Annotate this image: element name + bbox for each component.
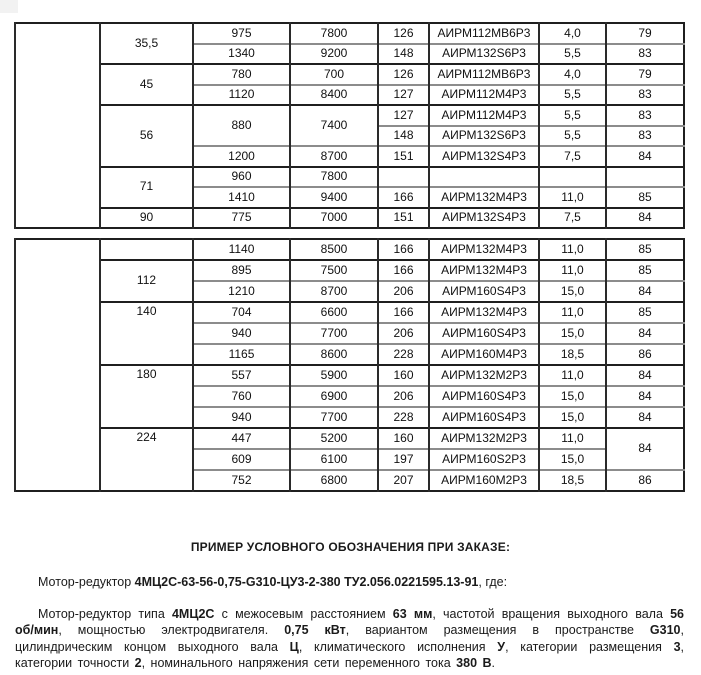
table-cell: 1200 xyxy=(193,146,290,167)
table-cell: 15,0 xyxy=(539,281,606,302)
order-example-heading: ПРИМЕР УСЛОВНОГО ОБОЗНАЧЕНИЯ ПРИ ЗАКАЗЕ: xyxy=(190,540,511,554)
table-cell: 8700 xyxy=(290,146,378,167)
bold-text-segment: 56 об/мин xyxy=(15,607,684,638)
table-cell: 127 xyxy=(378,85,429,106)
text-segment: Мотор-редуктор xyxy=(38,575,135,589)
table-cell: 15,0 xyxy=(539,407,606,428)
text-segment: . xyxy=(491,656,496,671)
text-segment: , климатического исполнения xyxy=(298,639,498,654)
table-cell: 45 xyxy=(100,64,193,105)
table-cell: АИРМ160S4Р3 xyxy=(429,323,539,344)
text-segment: , мощностью электродвигателя. xyxy=(58,623,285,638)
table-cell: 84 xyxy=(606,323,684,344)
table-cell: 206 xyxy=(378,386,429,407)
table-cell: 11,0 xyxy=(539,260,606,281)
table-cell: 760 xyxy=(193,386,290,407)
scan-edge-artifact xyxy=(0,0,18,13)
table-cell: 960 xyxy=(193,167,290,188)
table-cell: 18,5 xyxy=(539,470,606,491)
table-cell: 895 xyxy=(193,260,290,281)
bold-text-segment: 4МЦ2С xyxy=(171,607,215,621)
table-cell: 85 xyxy=(606,302,684,323)
table-cell xyxy=(539,167,606,188)
table-cell: 112 xyxy=(100,260,193,302)
table-cell: 56 xyxy=(100,105,193,167)
table-cell: АИРМ112М4Р3 xyxy=(429,85,539,106)
table-cell: 8700 xyxy=(290,281,378,302)
table-cell: 84 xyxy=(606,146,684,167)
text-segment: , категории точности xyxy=(15,639,685,671)
table-cell: 7,5 xyxy=(539,146,606,167)
table-row xyxy=(15,302,684,323)
table-row xyxy=(15,105,684,126)
table-cell: 86 xyxy=(606,470,684,491)
table-cell: 704 xyxy=(193,302,290,323)
table-cell: 6100 xyxy=(290,449,378,470)
table-cell: 7500 xyxy=(290,260,378,281)
table-cell: 7,5 xyxy=(539,208,606,229)
table-cell: АИРМ160S4Р3 xyxy=(429,407,539,428)
table-cell: 83 xyxy=(606,85,684,106)
table-cell: 84 xyxy=(606,386,684,407)
table-cell: 7700 xyxy=(290,323,378,344)
bold-text-segment: 2 xyxy=(134,656,142,671)
table-cell: 166 xyxy=(378,260,429,281)
bold-text-segment: 380 В xyxy=(456,656,492,671)
table-cell: АИРМ160S4Р3 xyxy=(429,281,539,302)
table-cell: АИРМ132М2Р3 xyxy=(429,428,539,449)
table-cell: 228 xyxy=(378,407,429,428)
text-segment: Мотор-редуктор типа xyxy=(38,607,172,621)
bold-text-segment: У xyxy=(497,639,506,654)
table-cell: 224 xyxy=(100,428,193,491)
text-segment: с межосевым расстоянием xyxy=(214,607,393,621)
table-row xyxy=(15,428,684,449)
table-cell: 84 xyxy=(606,428,684,470)
table-cell: 8600 xyxy=(290,344,378,365)
order-designation-line xyxy=(15,574,683,590)
table-cell: 4,0 xyxy=(539,64,606,85)
table-cell: 8500 xyxy=(290,239,378,260)
table-cell: 140 xyxy=(100,302,193,365)
table-cell: 35,5 xyxy=(100,23,193,64)
table-cell xyxy=(378,167,429,188)
bold-text-segment: G310 xyxy=(649,623,681,638)
table-cell: 880 xyxy=(193,105,290,146)
table-cell: 7800 xyxy=(290,167,378,188)
table-cell: 197 xyxy=(378,449,429,470)
table-cell: АИРМ132S4Р3 xyxy=(429,146,539,167)
table-cell: 7400 xyxy=(290,105,378,146)
table-cell: 79 xyxy=(606,23,684,44)
table-cell: 1410 xyxy=(193,187,290,208)
table-row xyxy=(15,208,684,229)
designation-description-paragraph xyxy=(15,606,684,672)
text-segment: , частотой вращения выходного вала xyxy=(432,607,671,621)
table-row xyxy=(15,167,684,188)
table-cell: АИРМ160М4Р3 xyxy=(429,344,539,365)
table-cell: АИРМ132S6Р3 xyxy=(429,126,539,147)
table-cell: 148 xyxy=(378,126,429,147)
table-cell: 84 xyxy=(606,208,684,229)
table-cell xyxy=(606,167,684,188)
bold-text-segment: 0,75 кВт xyxy=(284,623,346,638)
table-cell: 90 xyxy=(100,208,193,229)
table-cell: АИРМ112М4Р3 xyxy=(429,105,539,126)
text-segment: , цилиндрическим концом выходного вала xyxy=(15,623,684,654)
table-cell: 940 xyxy=(193,407,290,428)
table-cell xyxy=(100,239,193,260)
table-cell: 9200 xyxy=(290,44,378,65)
table-cell: 79 xyxy=(606,64,684,85)
table-cell: 1120 xyxy=(193,85,290,106)
table-cell: 85 xyxy=(606,239,684,260)
table-cell: 780 xyxy=(193,64,290,85)
table-cell: 9400 xyxy=(290,187,378,208)
table-cell: 557 xyxy=(193,365,290,386)
table-cell: 207 xyxy=(378,470,429,491)
table-cell: 5,5 xyxy=(539,105,606,126)
table-cell: 1140 xyxy=(193,239,290,260)
table-cell: 83 xyxy=(606,105,684,126)
table-cell: 228 xyxy=(378,344,429,365)
table-cell: 6800 xyxy=(290,470,378,491)
table-cell: АИРМ160S2Р3 xyxy=(429,449,539,470)
table-cell: АИРМ132М2Р3 xyxy=(429,365,539,386)
bold-text-segment: 4МЦ2С-63-56-0,75-G310-ЦУ3-2-380 ТУ2.056.0221595.13-91 xyxy=(134,575,479,589)
table-cell: 11,0 xyxy=(539,302,606,323)
table-cell: 127 xyxy=(378,105,429,126)
table-cell: АИРМ160М2Р3 xyxy=(429,470,539,491)
table-cell: 6900 xyxy=(290,386,378,407)
table-cell: 5200 xyxy=(290,428,378,449)
table-cell: 15,0 xyxy=(539,449,606,470)
table-row xyxy=(15,260,684,281)
table-cell: 11,0 xyxy=(539,187,606,208)
table-cell: 160 xyxy=(378,428,429,449)
table-cell: 11,0 xyxy=(539,428,606,449)
table-cell: 940 xyxy=(193,323,290,344)
table-cell: 447 xyxy=(193,428,290,449)
table-cell: АИРМ112МВ6Р3 xyxy=(429,64,539,85)
table-cell: 86 xyxy=(606,344,684,365)
table-cell: 126 xyxy=(378,23,429,44)
table-cell: 148 xyxy=(378,44,429,65)
table-cell: 83 xyxy=(606,44,684,65)
table-cell: АИРМ132S4Р3 xyxy=(429,208,539,229)
text-segment: , категории размещения xyxy=(505,639,674,654)
table-cell: АИРМ132М4Р3 xyxy=(429,260,539,281)
table-cell: 85 xyxy=(606,260,684,281)
table-cell: 18,5 xyxy=(539,344,606,365)
table-cell: АИРМ132М4Р3 xyxy=(429,187,539,208)
table-cell: 7800 xyxy=(290,23,378,44)
table-cell: 1210 xyxy=(193,281,290,302)
table-cell: 752 xyxy=(193,470,290,491)
table-cell xyxy=(429,167,539,188)
table-cell: 775 xyxy=(193,208,290,229)
table-cell: 5,5 xyxy=(539,126,606,147)
table-cell: 1165 xyxy=(193,344,290,365)
spec-table-upper xyxy=(14,22,685,229)
text-segment: , где: xyxy=(478,575,508,589)
table-cell: 126 xyxy=(378,64,429,85)
table-cell: 11,0 xyxy=(539,365,606,386)
table-cell: 206 xyxy=(378,281,429,302)
table-cell xyxy=(15,239,100,491)
table-cell: АИРМ132S6Р3 xyxy=(429,44,539,65)
table-cell: 11,0 xyxy=(539,239,606,260)
bold-text-segment: 63 мм xyxy=(392,607,433,621)
table-cell: 166 xyxy=(378,187,429,208)
bold-text-segment: 3 xyxy=(673,639,681,654)
table-cell xyxy=(15,23,100,228)
table-cell: 84 xyxy=(606,407,684,428)
table-cell: 83 xyxy=(606,126,684,147)
table-cell: 206 xyxy=(378,323,429,344)
table-cell: 151 xyxy=(378,208,429,229)
text-segment: , номинального напряжения сети переменного тока xyxy=(141,656,457,671)
table-cell: 4,0 xyxy=(539,23,606,44)
table-cell: 71 xyxy=(100,167,193,208)
table-cell: 7000 xyxy=(290,208,378,229)
table-cell: 1340 xyxy=(193,44,290,65)
table-cell: 84 xyxy=(606,365,684,386)
table-cell: АИРМ132М4Р3 xyxy=(429,239,539,260)
table-cell: АИРМ132М4Р3 xyxy=(429,302,539,323)
spec-table-lower xyxy=(14,238,685,492)
table-cell: 15,0 xyxy=(539,323,606,344)
table-cell: 5,5 xyxy=(539,44,606,65)
table-cell: 15,0 xyxy=(539,386,606,407)
table-cell: 609 xyxy=(193,449,290,470)
table-cell: 5900 xyxy=(290,365,378,386)
table-row xyxy=(15,239,684,260)
table-cell: 5,5 xyxy=(539,85,606,106)
table-row xyxy=(15,365,684,386)
table-cell: 7700 xyxy=(290,407,378,428)
table-cell: АИРМ160S4Р3 xyxy=(429,386,539,407)
table-cell: 85 xyxy=(606,187,684,208)
table-row xyxy=(15,23,684,44)
table-cell: 700 xyxy=(290,64,378,85)
table-cell: АИРМ112МВ6Р3 xyxy=(429,23,539,44)
text-segment: , вариантом размещения в пространстве xyxy=(345,623,650,638)
table-cell: 166 xyxy=(378,239,429,260)
table-cell: 8400 xyxy=(290,85,378,106)
table-cell: 84 xyxy=(606,281,684,302)
table-cell: 160 xyxy=(378,365,429,386)
table-cell: 975 xyxy=(193,23,290,44)
table-cell: 6600 xyxy=(290,302,378,323)
bold-text-segment: Ц xyxy=(289,639,299,654)
table-cell: 166 xyxy=(378,302,429,323)
table-cell: 151 xyxy=(378,146,429,167)
table-row xyxy=(15,64,684,85)
table-cell: 180 xyxy=(100,365,193,428)
